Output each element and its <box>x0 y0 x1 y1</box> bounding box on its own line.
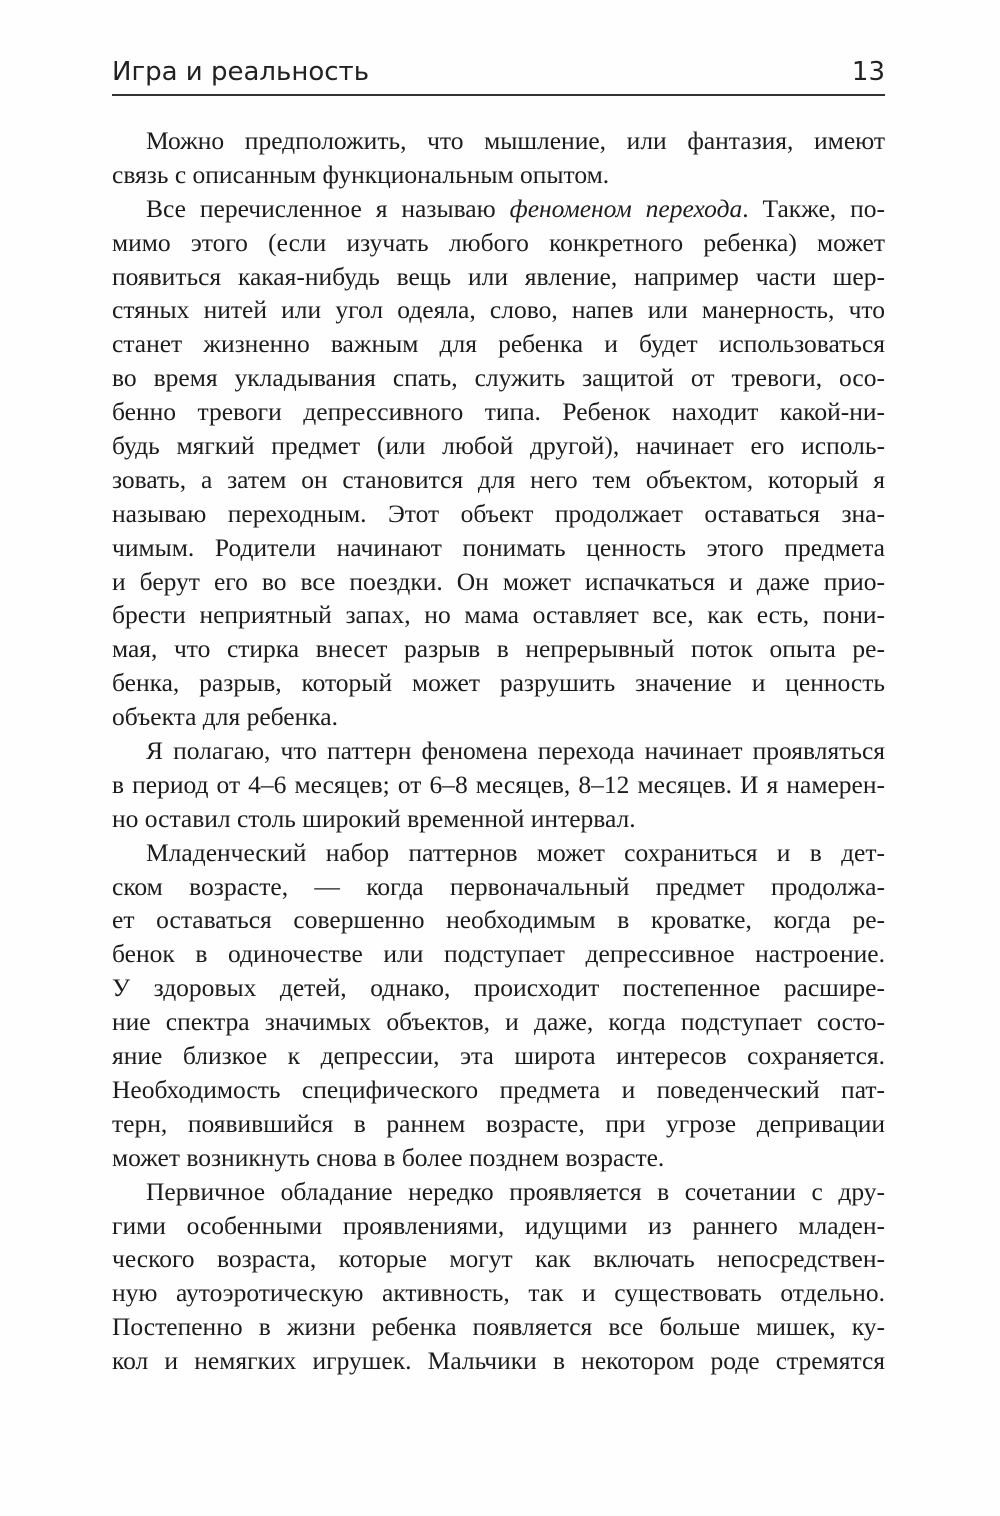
text-line: Можно предположить, что мышление, или фантазия, имеют <box>146 126 885 155</box>
text-line: стяных нитей или угол одеяла, слово, напев или манерность, что <box>112 295 885 325</box>
text-line-with-italic <box>112 192 885 226</box>
text-line: но оставил столь широкий временной интервал. <box>112 803 636 833</box>
text-line: ние спектра значимых объектов, и даже, когда подступает состо- <box>112 1007 885 1037</box>
text-line: ском возрасте, — когда первоначальный предмет продолжа- <box>112 871 885 901</box>
text-line: Первичное обладание нередко проявляется в сочетании с дру- <box>146 1176 885 1206</box>
text-line: появиться какая-нибудь вещь или явление, например части шер- <box>112 261 885 291</box>
text-line: терн, появившийся в раннем возрасте, при угрозе депривации <box>112 1108 885 1138</box>
text-line: ческого возраста, которые могут как включать непосредствен- <box>112 1244 885 1274</box>
text-line: яние близкое к депрессии, эта широта интересов сохраняется. <box>112 1041 885 1071</box>
text-line: мимо этого (если изучать любого конкретного ребенка) может <box>112 227 885 257</box>
text-line: станет жизненно важным для ребенка и будет использоваться <box>112 329 885 359</box>
text-line: бенно тревоги депрессивного типа. Ребенок находит какой-ни- <box>112 397 885 427</box>
text-line: кол и немягких игрушек. Мальчики в некотором роде стремятся <box>112 1346 885 1376</box>
text-line: будь мягкий предмет (или любой другой), начинает его исполь- <box>112 431 885 461</box>
text-line: гими особенными проявлениями, идущими из раннего младен- <box>112 1210 885 1240</box>
text-line: во время укладывания спать, служить защитой от тревоги, осо- <box>112 363 885 393</box>
text-line: бенка, разрыв, который может разрушить значение и ценность <box>112 668 885 698</box>
text-span: Все перечисленное я называю <box>146 193 510 223</box>
text-line: Постепенно в жизни ребенка появляется все больше мишек, ку- <box>112 1312 885 1342</box>
paragraph-5 <box>112 1175 885 1378</box>
text-line: бенок в одиночестве или подступает депрессивное настроение. <box>112 939 885 969</box>
text-line: мая, что стирка внесет разрыв в непрерывный поток опыта ре- <box>112 634 885 664</box>
running-head-title: Игра и реальность <box>112 57 370 87</box>
text-line: объекта для ребенка. <box>112 702 338 732</box>
text-line: может возникнуть снова в более позднем возрасте. <box>112 1142 665 1172</box>
text-line: Я полагаю, что паттерн феномена перехода начинает проявляться <box>146 736 885 766</box>
page-number: 13 <box>851 57 885 87</box>
text-line: Необходимость специфического предмета и поведенческий пат- <box>112 1074 885 1104</box>
text-line: называю переходным. Этот объект продолжает оставаться зна- <box>112 498 885 528</box>
paragraph-2 <box>112 192 885 734</box>
header-rule <box>112 94 885 96</box>
text-line: в период от 4–6 месяцев; от 6–8 месяцев, 8–12 месяцев. И я намерен- <box>112 769 885 799</box>
text-line: брести неприятный запах, но мама оставляет все, как есть, пони- <box>112 600 885 630</box>
text-line: связь с описанным функциональным опытом. <box>112 159 610 189</box>
text-line: ную аутоэротическую активность, так и существовать отдельно. <box>112 1278 885 1308</box>
running-head <box>112 55 885 91</box>
paragraph-3 <box>112 734 885 836</box>
text-line: и берут его во все поездки. Он может испачкаться и даже прио- <box>112 566 885 596</box>
text-line: Младенческий набор паттернов может сохраниться и в дет- <box>146 837 885 867</box>
text-span: . Также, по- <box>742 193 885 223</box>
body-text <box>112 124 885 1378</box>
paragraph-1 <box>112 124 885 192</box>
text-line: чимым. Родители начинают понимать ценность этого предмета <box>112 532 885 562</box>
text-line: ет оставаться совершенно необходимым в кроватке, когда ре- <box>112 905 885 935</box>
italic-term: феноменом перехода <box>509 193 743 223</box>
text-line: зовать, а затем он становится для него тем объектом, который я <box>112 464 885 494</box>
text-line: У здоровых детей, однако, происходит постепенное расшире- <box>112 973 885 1003</box>
paragraph-4 <box>112 836 885 1175</box>
